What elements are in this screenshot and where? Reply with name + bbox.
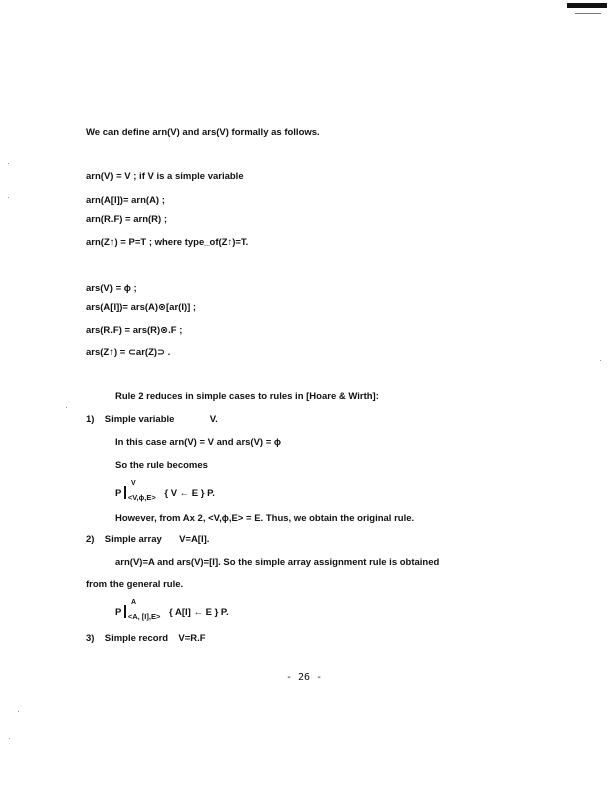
scan-corner-mark [567,3,607,8]
ars-def-3: ars(R.F) = ars(R)⊗.F ; [86,325,183,336]
case2-line1: arn(V)=A and ars(V)=[I]. So the simple array assignment rule is obtained [115,557,440,568]
scan-speck [600,360,601,361]
case1-heading [86,414,218,426]
case2-var: V=A[I]. [179,534,210,545]
case2-rule-p: P [115,607,122,618]
case3-number: 3) [86,633,95,644]
case2-rule-sup: A [131,599,137,606]
intro-sentence: We can define arn(V) and ars(V) formally as follows. [86,127,320,138]
arn-def-3: arn(R.F) = arn(R) ; [86,214,168,225]
turnstile-bar-2 [124,605,126,618]
case1-rule-sup: V [131,480,136,487]
scan-speck [8,197,9,198]
case1-rule-sub: <V,ϕ,E> [127,493,156,502]
scan-speck [9,738,10,739]
case2-rule-body: { A[I] ← E } P. [169,607,229,618]
case2-heading [86,534,209,546]
arn-def-1: arn(V) = V ; if V is a simple variable [86,171,244,182]
case2-title: Simple array [104,534,162,545]
ars-def-4: ars(Z↑) = ⊂ar(Z)⊃ . [86,347,171,358]
arn-def-2: arn(A[I])= arn(A) ; [86,195,165,206]
case2-number: 2) [86,534,95,545]
case1-rule-body: { V ← E } P. [164,488,215,499]
case2-rule [115,599,229,621]
scan-speck [18,711,19,712]
scan-speck [8,163,9,164]
case1-line1: In this case arn(V) = V and ars(V) = ϕ [115,437,282,448]
scan-speck [66,407,67,408]
scan-corner-line [575,13,601,14]
case1-title: Simple variable [104,414,175,425]
case2-rule-sub: <A, [I],E> [127,612,161,621]
case1-line3: However, from Ax 2, <V,ϕ,E> = E. Thus, we obtain the original rule. [115,513,415,524]
case1-rule-p: P [115,488,122,499]
case1-line2: So the rule becomes [115,460,208,471]
case3-var: V=R.F [178,633,206,644]
case3-heading [86,633,206,645]
turnstile-bar [124,486,126,499]
ars-def-2: ars(A[I])= ars(A)⊗[ar(I)] ; [86,302,197,313]
arn-def-4: arn(Z↑) = P=T ; where type_of(Z↑)=T. [86,237,249,248]
case1-number: 1) [86,414,95,425]
case1-var: V. [209,414,218,425]
rule2-intro: Rule 2 reduces in simple cases to rules in [Hoare & Wirth]: [115,391,379,402]
case2-line2: from the general rule. [86,579,184,590]
ars-def-1: ars(V) = ϕ ; [86,283,137,294]
case3-title: Simple record [104,633,169,644]
page-number: - 26 - [286,672,323,683]
case1-rule [115,480,215,502]
